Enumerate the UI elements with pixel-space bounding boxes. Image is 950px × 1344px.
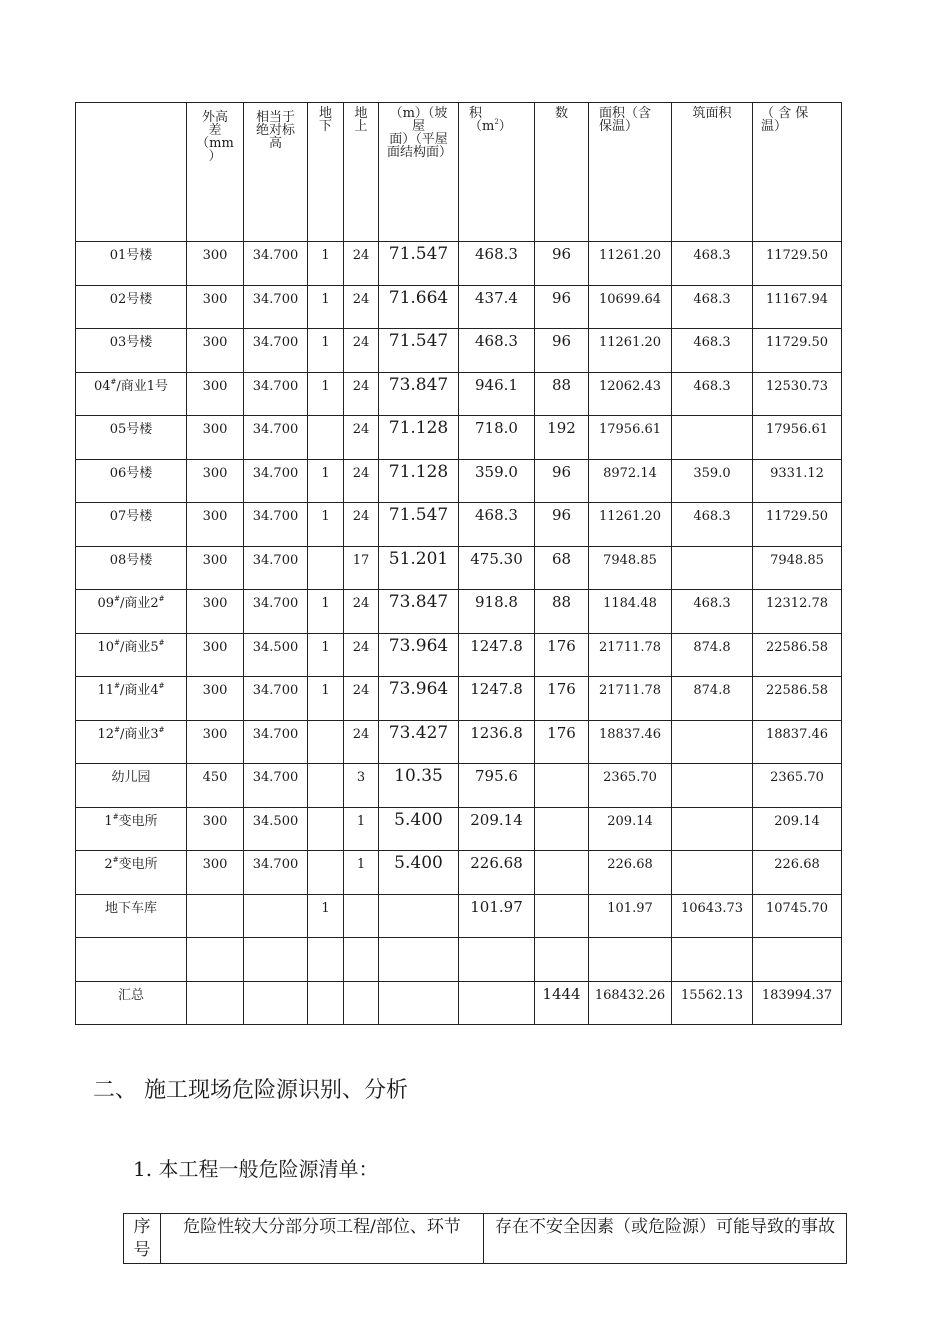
cell-under: 1: [308, 633, 344, 677]
cell-height: 73.964: [379, 633, 459, 677]
cell-height: 71.664: [379, 285, 459, 329]
cell-total: 226.68: [753, 851, 842, 895]
cell-above: 24: [344, 416, 379, 460]
section-heading: 二、 施工现场危险源识别、分析: [93, 1078, 408, 1103]
cell-above: 24: [344, 677, 379, 721]
cell-height: [379, 938, 459, 982]
cell-count: 68: [535, 546, 589, 590]
cell-a1: 11261.20: [589, 242, 672, 286]
cell-height: 5.400: [379, 851, 459, 895]
cell-under: [308, 807, 344, 851]
cell-abs: [244, 981, 308, 1025]
cell-a1: 11261.20: [589, 329, 672, 373]
cell-count: 96: [535, 459, 589, 503]
table-row: [76, 633, 842, 677]
cell-total: [753, 938, 842, 982]
cell-count: 96: [535, 329, 589, 373]
table-row: [76, 807, 842, 851]
cell-under: 1: [308, 285, 344, 329]
table-row: [76, 459, 842, 503]
cell-count: 88: [535, 372, 589, 416]
table-row: [76, 894, 842, 938]
cell-a2: 874.8: [672, 633, 753, 677]
cell-a2: 468.3: [672, 372, 753, 416]
cell-total: 12312.78: [753, 590, 842, 634]
cell-height: 71.128: [379, 459, 459, 503]
cell-name: 10#/商业5#: [76, 633, 187, 677]
table-row: [76, 764, 842, 808]
header-total-incl-insulation: （ 含 保 温）: [753, 103, 842, 242]
cell-diff: 300: [187, 720, 244, 764]
cell-name: 05号楼: [76, 416, 187, 460]
cell-a2: [672, 764, 753, 808]
cell-above: 24: [344, 459, 379, 503]
hazard-table: [123, 1213, 847, 1264]
cell-diff: 450: [187, 764, 244, 808]
cell-area: 468.3: [459, 503, 535, 547]
cell-a1: 1184.48: [589, 590, 672, 634]
cell-name: 08号楼: [76, 546, 187, 590]
cell-abs: 34.500: [244, 633, 308, 677]
table-header-row: [76, 103, 842, 242]
cell-total: 11167.94: [753, 285, 842, 329]
cell-abs: 34.700: [244, 372, 308, 416]
cell-height: 5.400: [379, 807, 459, 851]
cell-count: 192: [535, 416, 589, 460]
table-row: [76, 242, 842, 286]
cell-above: 1: [344, 807, 379, 851]
hazard-col-accident: 存在不安全因素（或危险源）可能导致的事故: [484, 1214, 847, 1264]
cell-name: 03号楼: [76, 329, 187, 373]
cell-under: 1: [308, 503, 344, 547]
cell-diff: 300: [187, 329, 244, 373]
cell-total: 209.14: [753, 807, 842, 851]
cell-total: 11729.50: [753, 329, 842, 373]
cell-above: [344, 894, 379, 938]
cell-abs: 34.700: [244, 851, 308, 895]
cell-area: 468.3: [459, 329, 535, 373]
table-row: [76, 720, 842, 764]
cell-under: [308, 981, 344, 1025]
cell-above: 24: [344, 590, 379, 634]
cell-total: 7948.85: [753, 546, 842, 590]
cell-abs: 34.700: [244, 459, 308, 503]
header-count: 数: [535, 103, 589, 242]
cell-under: [308, 764, 344, 808]
sub-heading: 1. 本工程一般危险源清单：: [133, 1157, 379, 1181]
cell-name: 07号楼: [76, 503, 187, 547]
cell-a2: [672, 938, 753, 982]
cell-a2: 15562.13: [672, 981, 753, 1025]
cell-height: [379, 981, 459, 1025]
cell-above: [344, 938, 379, 982]
hazard-col-number: 序号: [124, 1214, 161, 1264]
cell-under: 1: [308, 677, 344, 721]
cell-name: 01号楼: [76, 242, 187, 286]
cell-count: 1444: [535, 981, 589, 1025]
cell-name: 2#变电所: [76, 851, 187, 895]
cell-area: 209.14: [459, 807, 535, 851]
cell-a1: 8972.14: [589, 459, 672, 503]
hazard-table-header-row: [124, 1214, 847, 1264]
cell-under: 1: [308, 372, 344, 416]
cell-diff: 300: [187, 242, 244, 286]
cell-area: 226.68: [459, 851, 535, 895]
cell-area: 437.4: [459, 285, 535, 329]
table-row: [76, 677, 842, 721]
cell-under: 1: [308, 894, 344, 938]
cell-total: 9331.12: [753, 459, 842, 503]
cell-abs: 34.700: [244, 546, 308, 590]
cell-above: 24: [344, 633, 379, 677]
cell-diff: [187, 938, 244, 982]
cell-height: 71.547: [379, 242, 459, 286]
cell-abs: 34.700: [244, 503, 308, 547]
header-construction-area: 筑面积: [672, 103, 753, 242]
cell-under: [308, 546, 344, 590]
cell-a2: 468.3: [672, 329, 753, 373]
cell-diff: 300: [187, 546, 244, 590]
header-building-height: （m）（坡屋 面）（平屋 面结构面）: [379, 103, 459, 242]
cell-a2: 468.3: [672, 503, 753, 547]
cell-abs: 34.700: [244, 416, 308, 460]
cell-total: 11729.50: [753, 242, 842, 286]
cell-above: 24: [344, 503, 379, 547]
cell-count: 88: [535, 590, 589, 634]
cell-area: 795.6: [459, 764, 535, 808]
cell-area: 1247.8: [459, 677, 535, 721]
cell-a1: 21711.78: [589, 677, 672, 721]
cell-total: 22586.58: [753, 677, 842, 721]
cell-height: 51.201: [379, 546, 459, 590]
cell-height: 71.547: [379, 329, 459, 373]
cell-name: 11#/商业4#: [76, 677, 187, 721]
cell-above: 1: [344, 851, 379, 895]
table-row: [76, 851, 842, 895]
cell-area: 101.97: [459, 894, 535, 938]
cell-abs: 34.700: [244, 285, 308, 329]
cell-name: 地下车库: [76, 894, 187, 938]
cell-name: 1#变电所: [76, 807, 187, 851]
cell-abs: 34.700: [244, 720, 308, 764]
cell-total: 183994.37: [753, 981, 842, 1025]
cell-total: 22586.58: [753, 633, 842, 677]
cell-area: 359.0: [459, 459, 535, 503]
cell-a2: [672, 851, 753, 895]
cell-count: 96: [535, 242, 589, 286]
cell-a1: 7948.85: [589, 546, 672, 590]
cell-a2: [672, 416, 753, 460]
cell-count: [535, 851, 589, 895]
cell-under: 1: [308, 242, 344, 286]
cell-abs: [244, 938, 308, 982]
cell-above: [344, 981, 379, 1025]
table-row: [76, 416, 842, 460]
cell-total: 10745.70: [753, 894, 842, 938]
cell-a2: [672, 720, 753, 764]
table-row: [76, 546, 842, 590]
cell-diff: 300: [187, 416, 244, 460]
table-row: [76, 938, 842, 982]
cell-count: 96: [535, 503, 589, 547]
cell-height: 71.547: [379, 503, 459, 547]
cell-abs: 34.500: [244, 807, 308, 851]
cell-a1: 18837.46: [589, 720, 672, 764]
cell-diff: 300: [187, 503, 244, 547]
building-data-table: [75, 102, 842, 1025]
cell-above: 24: [344, 242, 379, 286]
header-absolute-elevation: 相当于 绝对标 高: [244, 103, 308, 242]
cell-area: [459, 938, 535, 982]
cell-count: [535, 894, 589, 938]
header-aboveground: 地 上: [344, 103, 379, 242]
header-floor-area: 积 $(m^2)$: [459, 103, 535, 242]
cell-a2: 468.3: [672, 285, 753, 329]
cell-under: [308, 416, 344, 460]
cell-a1: 17956.61: [589, 416, 672, 460]
cell-total: 2365.70: [753, 764, 842, 808]
cell-a1: 101.97: [589, 894, 672, 938]
cell-diff: 300: [187, 590, 244, 634]
table-row: [76, 372, 842, 416]
cell-height: 73.964: [379, 677, 459, 721]
cell-a2: 468.3: [672, 242, 753, 286]
cell-a1: 209.14: [589, 807, 672, 851]
cell-a2: 874.8: [672, 677, 753, 721]
cell-height: 71.128: [379, 416, 459, 460]
cell-diff: [187, 894, 244, 938]
table-row: [76, 329, 842, 373]
cell-name: 09#/商业2#: [76, 590, 187, 634]
cell-diff: 300: [187, 633, 244, 677]
cell-diff: 300: [187, 851, 244, 895]
cell-total: 18837.46: [753, 720, 842, 764]
cell-name: 02号楼: [76, 285, 187, 329]
cell-height: 73.427: [379, 720, 459, 764]
header-outer-height-diff: 外高 差 （mm ）: [187, 103, 244, 242]
cell-under: [308, 851, 344, 895]
cell-name: 04#/商业1号: [76, 372, 187, 416]
cell-area: 1236.8: [459, 720, 535, 764]
cell-total: 11729.50: [753, 503, 842, 547]
cell-area: 946.1: [459, 372, 535, 416]
table-row: [76, 590, 842, 634]
cell-a2: [672, 807, 753, 851]
cell-area: 1247.8: [459, 633, 535, 677]
cell-count: [535, 764, 589, 808]
table-row: [76, 981, 842, 1025]
cell-a1: 12062.43: [589, 372, 672, 416]
cell-a2: [672, 546, 753, 590]
cell-area: 468.3: [459, 242, 535, 286]
cell-total: 17956.61: [753, 416, 842, 460]
cell-a1: 226.68: [589, 851, 672, 895]
cell-abs: 34.700: [244, 329, 308, 373]
cell-a1: 11261.20: [589, 503, 672, 547]
cell-name: 12#/商业3#: [76, 720, 187, 764]
cell-area: 475.30: [459, 546, 535, 590]
hazard-col-work: 危险性较大分部分项工程/部位、环节: [161, 1214, 484, 1264]
cell-diff: 300: [187, 372, 244, 416]
cell-total: 12530.73: [753, 372, 842, 416]
cell-a1: 10699.64: [589, 285, 672, 329]
cell-height: 73.847: [379, 372, 459, 416]
cell-count: 96: [535, 285, 589, 329]
cell-name: 汇总: [76, 981, 187, 1025]
cell-diff: 300: [187, 285, 244, 329]
cell-abs: 34.700: [244, 677, 308, 721]
cell-name: 幼儿园: [76, 764, 187, 808]
cell-under: [308, 938, 344, 982]
cell-a1: [589, 938, 672, 982]
cell-area: 918.8: [459, 590, 535, 634]
cell-name: [76, 938, 187, 982]
header-area-incl-insulation: 面积（含 保温）: [589, 103, 672, 242]
cell-abs: 34.700: [244, 242, 308, 286]
cell-count: [535, 938, 589, 982]
cell-a1: 21711.78: [589, 633, 672, 677]
cell-count: [535, 807, 589, 851]
cell-height: [379, 894, 459, 938]
cell-a2: 468.3: [672, 590, 753, 634]
cell-above: 3: [344, 764, 379, 808]
cell-count: 176: [535, 633, 589, 677]
cell-above: 17: [344, 546, 379, 590]
cell-above: 24: [344, 329, 379, 373]
cell-a2: 10643.73: [672, 894, 753, 938]
cell-under: 1: [308, 459, 344, 503]
cell-area: 718.0: [459, 416, 535, 460]
cell-count: 176: [535, 677, 589, 721]
cell-a1: 2365.70: [589, 764, 672, 808]
header-blank: [76, 103, 187, 242]
cell-above: 24: [344, 285, 379, 329]
cell-count: 176: [535, 720, 589, 764]
cell-height: 73.847: [379, 590, 459, 634]
cell-height: 10.35: [379, 764, 459, 808]
cell-diff: 300: [187, 677, 244, 721]
header-underground: 地 下: [308, 103, 344, 242]
cell-abs: [244, 894, 308, 938]
cell-abs: 34.700: [244, 764, 308, 808]
cell-area: [459, 981, 535, 1025]
cell-diff: 300: [187, 459, 244, 503]
cell-above: 24: [344, 720, 379, 764]
cell-under: 1: [308, 590, 344, 634]
cell-diff: [187, 981, 244, 1025]
cell-under: [308, 720, 344, 764]
cell-a2: 359.0: [672, 459, 753, 503]
table-row: [76, 503, 842, 547]
cell-above: 24: [344, 372, 379, 416]
table-row: [76, 285, 842, 329]
cell-under: 1: [308, 329, 344, 373]
cell-name: 06号楼: [76, 459, 187, 503]
cell-a1: 168432.26: [589, 981, 672, 1025]
cell-abs: 34.700: [244, 590, 308, 634]
cell-diff: 300: [187, 807, 244, 851]
